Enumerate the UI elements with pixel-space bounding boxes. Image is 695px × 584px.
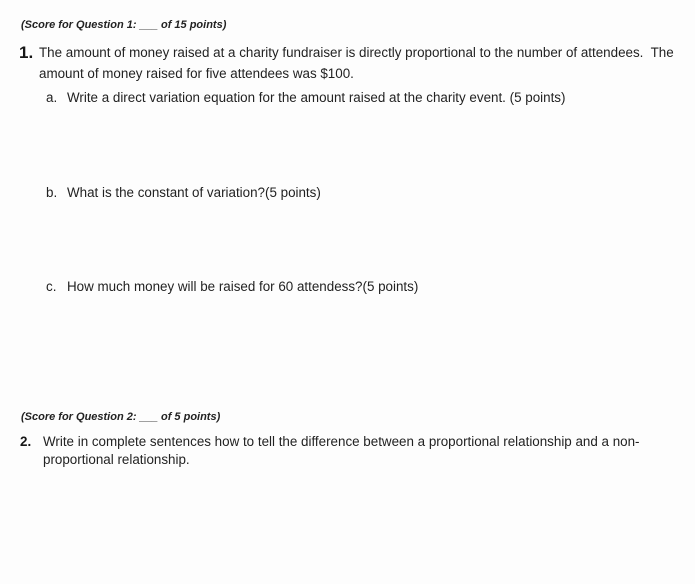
question2-score-line: (Score for Question 2: ___ of 5 points) [21, 411, 221, 423]
question1-number: 1. [19, 43, 34, 62]
question1-part-c-label: c. [46, 279, 57, 294]
question2-text [43, 433, 640, 468]
question1-part-b-label: b. [46, 185, 58, 200]
question1-score-line: (Score for Question 1: ___ of 15 points) [21, 19, 227, 31]
question2-text-line-2: proportional relationship. [43, 451, 190, 467]
question1-part-a-text: Write a direct variation equation for the amount raised at the charity event. (5 points) [67, 90, 566, 105]
question1-text [39, 42, 674, 84]
question1-part-b-text: What is the constant of variation?(5 points) [67, 185, 321, 200]
question2-text-line-1: Write in complete sentences how to tell the difference between a proportional relationship and a non- [43, 434, 640, 449]
question2-number: 2. [20, 434, 32, 449]
question1-part-c-text: How much money will be raised for 60 attendess?(5 points) [67, 279, 419, 294]
question1-part-a-label: a. [46, 90, 58, 105]
question1-text-line-2: amount of money raised for five attendees was $100. [39, 66, 354, 81]
question1-text-line-1: The amount of money raised at a charity fundraiser is directly proportional to the number of attendees. The [39, 45, 674, 60]
